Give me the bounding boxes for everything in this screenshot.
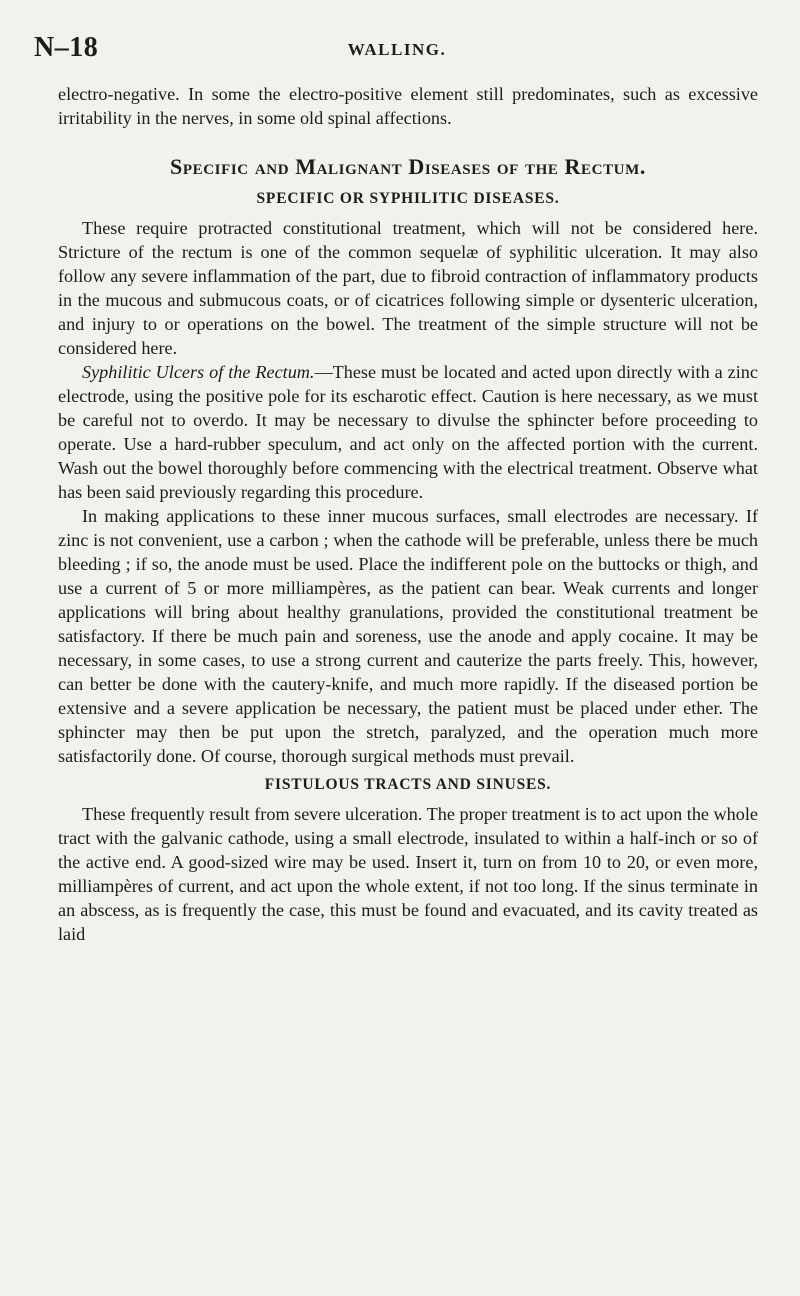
paragraph-fistulous-treatment: These frequently result from severe ulceration. The proper treatment is to act upon the whole tract with the galvanic cathode, using a small electrode, insulated to within a half-inch or so of the active end. A good-sized wire may be used. Insert it, turn on from 10 to 20, or even more, milliampères of current, and act upon the whole extent, if not too long. If the sinus terminate in an abscess, as is frequently the case, this must be found and evacuated, and its cavity treated as laid: [58, 804, 758, 944]
paragraph-syphilitic-ulcers: [58, 360, 758, 504]
run-in-title-syphilitic-ulcers: Syphilitic Ulcers of the Rectum.: [82, 362, 315, 382]
subsection-heading-specific: SPECIFIC OR SYPHILITIC DISEASES.: [256, 190, 560, 207]
running-title: WALLING.: [347, 40, 447, 59]
body-text: [58, 82, 758, 946]
opening-paragraph: electro-negative. In some the electro-positive element still predominates, such as excessive irritability in the nerves, in some old spinal affections.: [58, 84, 758, 128]
page-number: N–18: [34, 32, 99, 63]
paragraph-constitutional-treatment: These require protracted constitutional treatment, which will not be considered here. Stricture of the rectum is one of the common sequelæ of syphilitic ulceration. It may also follow any severe inflammation of the part, due to fibroid contraction of inflammatory products in the mucous and submucous coats, or of cicatrices following simple or dysenteric ulceration, and injury to or operations on the bowel. The treatment of the simple structure will not be considered here.: [58, 218, 758, 358]
paragraph-syphilitic-ulcers-body: —These must be located and acted upon directly with a zinc electrode, using the positive pole for its escharotic effect. Caution is here necessary, as we must be careful not to overdo. It may be necessary to divulse the sphincter before proceeding to operate. Use a hard-rubber speculum, and act only on the affected portion with the current. Wash out the bowel thoroughly before commencing with the electrical treatment. Observe what has been said previously regarding this procedure.: [58, 362, 758, 502]
section-heading: Specific and Malignant Diseases of the Rectum.: [170, 154, 646, 179]
subsection-heading-fistulous: FISTULOUS TRACTS AND SINUSES.: [264, 776, 552, 793]
running-head: [34, 28, 760, 68]
paragraph-inner-mucous-applications: In making applications to these inner mucous surfaces, small electrodes are necessary. If zinc is not convenient, use a carbon ; when the cathode will be preferable, unless there be much bleeding ; if so, the anode must be used. Place the indifferent pole on the buttocks or thigh, and use a current of 5 or more milliampères, as the patient can bear. Weak currents and longer applications will bring about healthy granulations, provided the constitutional treatment be satisfactory. If there be much pain and soreness, use the anode and apply cocaine. It may be necessary, in some cases, to use a strong current and cauterize the parts freely. This, however, can better be done with the cautery-knife, and much more rapidly. If the diseased portion be extensive and a severe application be necessary, the patient must be placed under ether. The sphincter may then be put upon the stretch, paralyzed, and the operation much more satisfactorily done. Of course, thorough surgical methods must prevail.: [58, 506, 758, 766]
